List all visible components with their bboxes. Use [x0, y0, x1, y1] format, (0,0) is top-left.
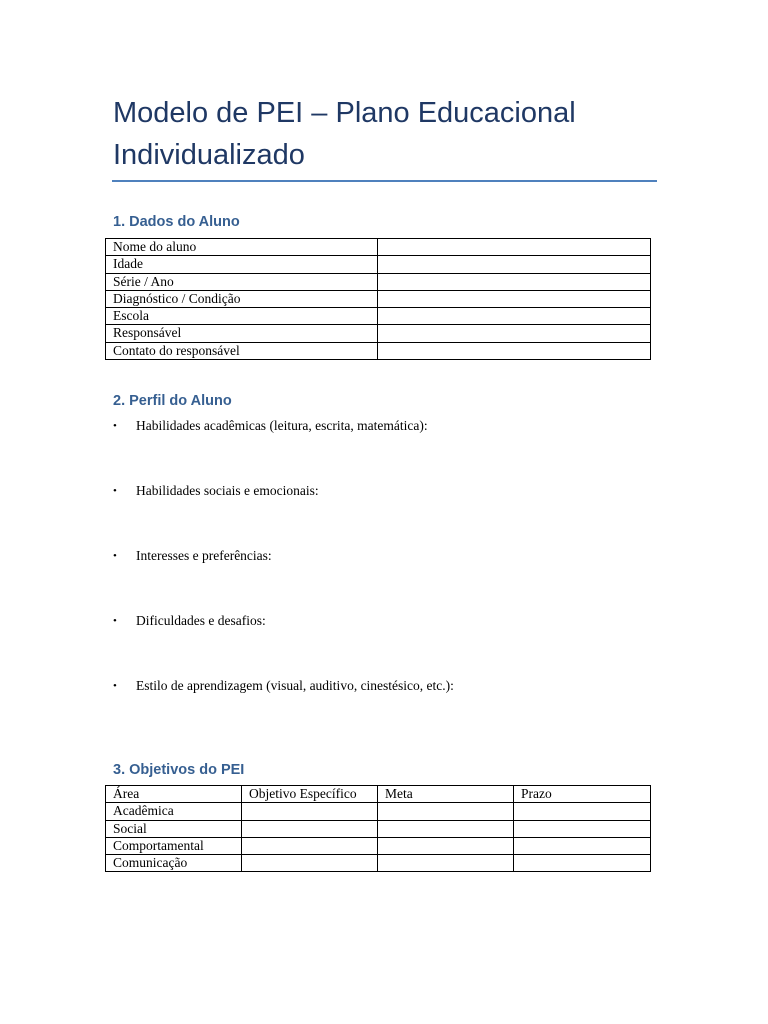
section-heading-objetivos-pei: 3. Objetivos do PEI	[113, 762, 245, 778]
objective-cell[interactable]	[242, 855, 378, 872]
area-label: Comunicação	[106, 855, 242, 872]
objective-cell[interactable]	[514, 855, 651, 872]
field-value[interactable]	[378, 308, 651, 325]
student-data-row	[106, 342, 651, 359]
document-title: Modelo de PEI – Plano Educacional Individualizado	[113, 97, 576, 171]
objective-cell[interactable]	[242, 803, 378, 820]
profile-item	[113, 611, 613, 676]
bullet-icon: •	[113, 485, 117, 497]
column-header: Área	[106, 786, 242, 803]
objective-cell[interactable]	[514, 837, 651, 854]
section-heading-dados-aluno: 1. Dados do Aluno	[113, 214, 240, 230]
field-label: Responsável	[106, 325, 378, 342]
field-value[interactable]	[378, 342, 651, 359]
area-label: Acadêmica	[106, 803, 242, 820]
column-header: Prazo	[514, 786, 651, 803]
column-header: Objetivo Específico	[242, 786, 378, 803]
field-value[interactable]	[378, 239, 651, 256]
student-data-row	[106, 325, 651, 342]
objectives-row	[106, 803, 651, 820]
bullet-icon: •	[113, 550, 117, 562]
profile-item-label: Habilidades sociais e emocionais:	[136, 483, 319, 498]
profile-item-label: Dificuldades e desafios:	[136, 613, 266, 628]
field-label: Nome do aluno	[106, 239, 378, 256]
field-label: Diagnóstico / Condição	[106, 290, 378, 307]
field-label: Série / Ano	[106, 273, 378, 290]
field-value[interactable]	[378, 325, 651, 342]
objectives-row	[106, 820, 651, 837]
field-value[interactable]	[378, 290, 651, 307]
student-data-row	[106, 290, 651, 307]
objective-cell[interactable]	[378, 837, 514, 854]
field-value[interactable]	[378, 256, 651, 273]
objective-cell[interactable]	[514, 820, 651, 837]
section-heading-perfil-aluno: 2. Perfil do Aluno	[113, 393, 232, 409]
objective-cell[interactable]	[378, 855, 514, 872]
objectives-table	[105, 785, 651, 872]
bullet-icon: •	[113, 615, 117, 627]
field-value[interactable]	[378, 273, 651, 290]
objective-cell[interactable]	[242, 820, 378, 837]
bullet-icon: •	[113, 680, 117, 692]
profile-item	[113, 481, 613, 546]
profile-item-label: Habilidades acadêmicas (leitura, escrita, matemática):	[136, 418, 428, 433]
student-data-row	[106, 308, 651, 325]
field-label: Escola	[106, 308, 378, 325]
student-data-row	[106, 256, 651, 273]
objectives-row	[106, 837, 651, 854]
profile-item	[113, 676, 613, 741]
title-underline	[112, 180, 657, 182]
student-data-row	[106, 273, 651, 290]
profile-item	[113, 546, 613, 611]
student-data-table	[105, 238, 651, 360]
objective-cell[interactable]	[378, 803, 514, 820]
objective-cell[interactable]	[378, 820, 514, 837]
objectives-row	[106, 855, 651, 872]
column-header: Meta	[378, 786, 514, 803]
profile-list	[113, 416, 613, 741]
area-label: Social	[106, 820, 242, 837]
objective-cell[interactable]	[514, 803, 651, 820]
profile-item-label: Interesses e preferências:	[136, 548, 272, 563]
field-label: Idade	[106, 256, 378, 273]
profile-item-label: Estilo de aprendizagem (visual, auditivo, cinestésico, etc.):	[136, 678, 454, 693]
profile-item	[113, 416, 613, 481]
objective-cell[interactable]	[242, 837, 378, 854]
objectives-header-row	[106, 786, 651, 803]
bullet-icon: •	[113, 420, 117, 432]
area-label: Comportamental	[106, 837, 242, 854]
field-label: Contato do responsável	[106, 342, 378, 359]
student-data-row	[106, 239, 651, 256]
